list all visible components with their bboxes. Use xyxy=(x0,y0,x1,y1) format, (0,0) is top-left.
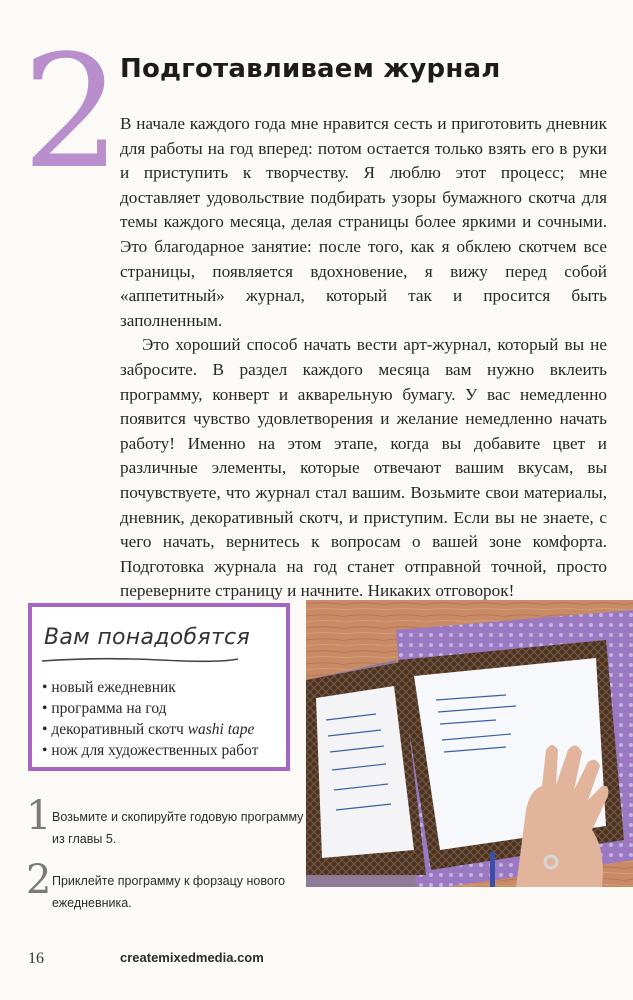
materials-item: • программа на год xyxy=(42,698,258,719)
body-text xyxy=(120,112,607,604)
page-title: Подготавливаем журнал xyxy=(120,54,501,84)
page-number: 16 xyxy=(28,950,44,967)
journal-photo-illustration xyxy=(306,600,633,887)
journal-photo xyxy=(306,600,633,887)
materials-item: • декоративный скотч washi tape xyxy=(42,719,258,740)
step-text: Приклейте программу к форзацу нового ежедневника. xyxy=(52,874,286,910)
step-number: 2 xyxy=(26,857,52,903)
materials-item: • новый ежедневник xyxy=(42,677,258,698)
step-text: Возьмите и скопируйте годовую программу из главы 5. xyxy=(52,810,304,846)
materials-heading: Вам понадобятся xyxy=(44,625,250,650)
materials-item: • нож для художественных работ xyxy=(42,740,258,761)
chapter-number: 2 xyxy=(22,21,122,203)
step-number: 1 xyxy=(26,793,52,839)
paragraph-2: Это хороший способ начать вести арт-журнал, который вы не забросите. В раздел каждого месяца вам нужно вклеить программу, конверт и акварельную бумагу. У вас немедленно появится чувство удовлетворения и желание немедленно начать работу! Именно на этом этапе, когда вы добавите цвет и различные элементы, которые отвечают вашим вкусам, вы почувствуете, что журнал стал вашим. Возьмите свои материалы, дневник, декоративный скотч, и приступим. Если вы не знаете, с чего начать, вернитесь к вопросам о вашей зоне комфорта. Подготовка журнала на год станет отправной точной, просто переверните страницу и начните. Никаких отговорок! xyxy=(120,335,607,601)
materials-box xyxy=(28,603,290,771)
paragraph-1: В начале каждого года мне нравится сесть и приготовить дневник для работы на год вперед: потом остается только взять его в руки и приступить к творчеству. Я люблю этот процесс; мне доставляет удовольствие подбирать узоры бумажного скотча для темы каждого месяца, делая страницы более яркими и сочными. Это благодарное занятие: после того, как я обклею скотчем все страницы, появляется вдохновение, я вижу перед собой «аппетитный» журнал, который так и просится быть заполненным. xyxy=(120,114,607,330)
materials-list xyxy=(42,677,258,761)
website-link: createmixedmedia.com xyxy=(120,950,264,965)
heading-underline-decoration xyxy=(40,655,240,665)
